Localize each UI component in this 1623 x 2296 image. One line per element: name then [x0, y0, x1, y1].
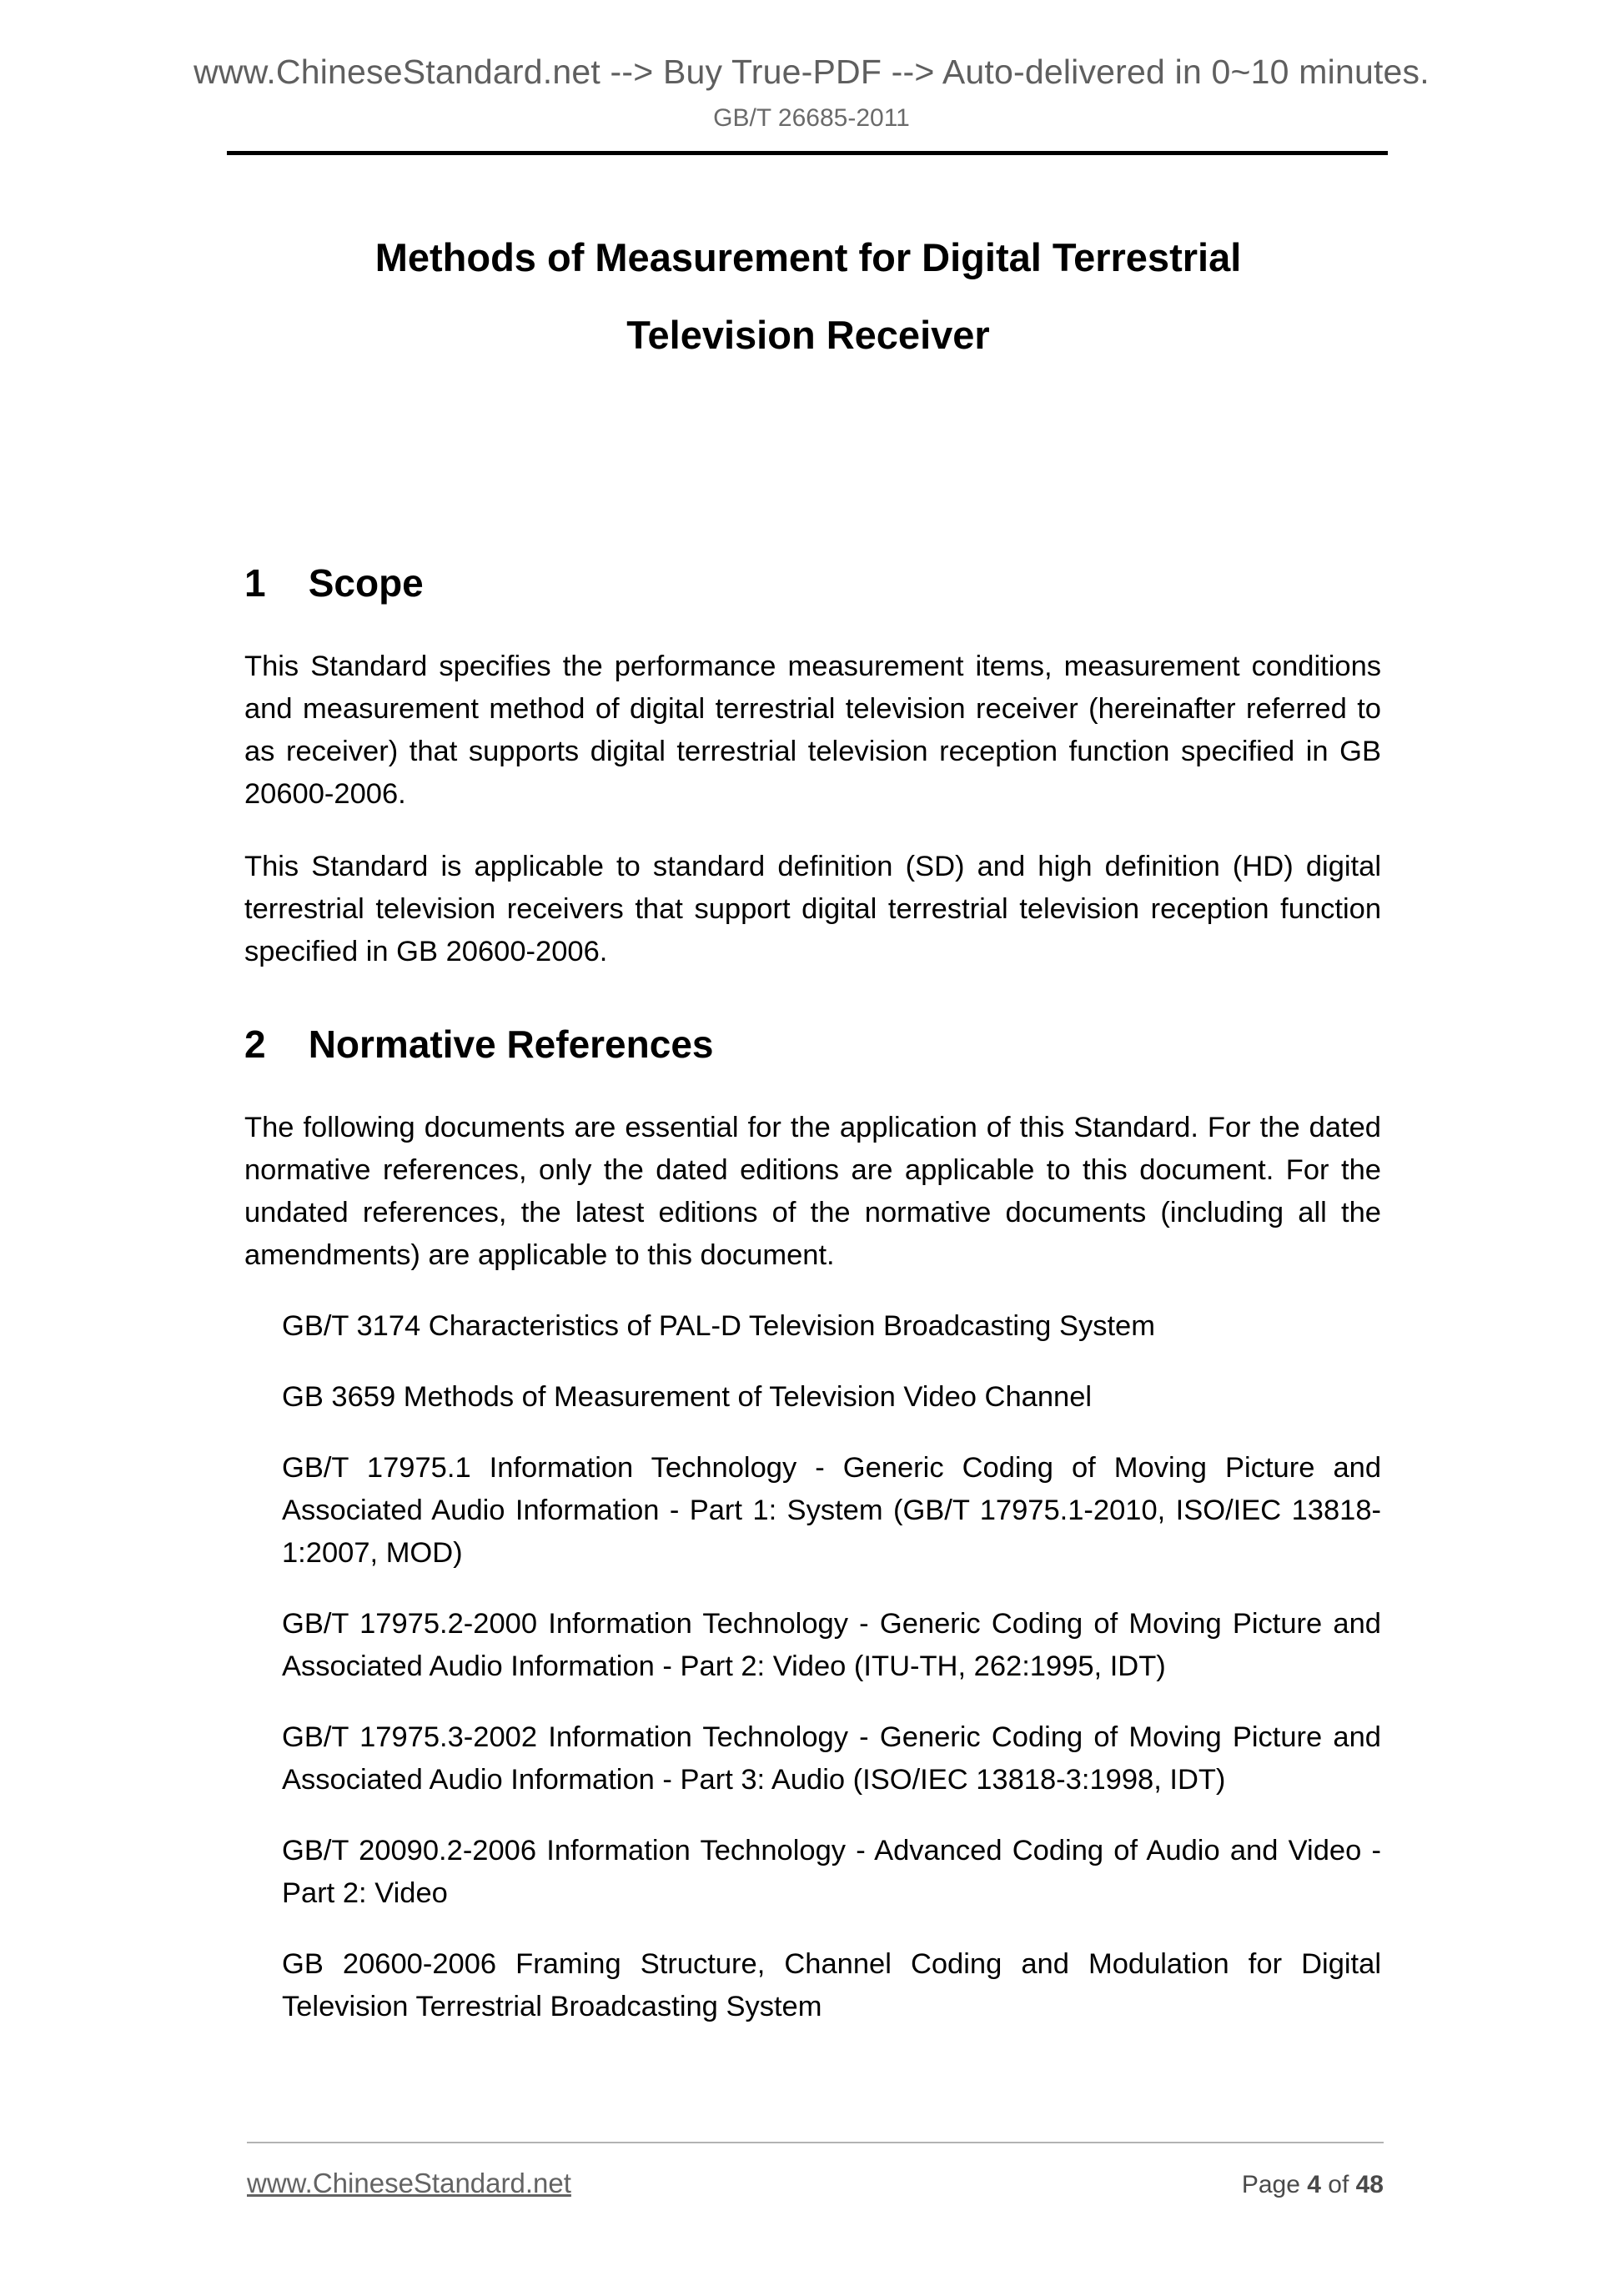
page-number-indicator	[1242, 2170, 1384, 2200]
page-footer	[247, 2167, 1384, 2200]
page-label-prefix: Page	[1241, 2171, 1308, 2198]
standard-number: GB/T 26685-2011	[713, 104, 910, 133]
header-divider	[227, 151, 1388, 155]
spacer	[244, 602, 1381, 646]
page-title	[228, 235, 1389, 357]
spacer	[244, 1915, 1381, 1943]
spacer	[244, 1277, 1381, 1305]
page-total-number: 48	[1355, 2171, 1384, 2198]
scope-paragraph-1: This Standard specifies the performance measurement items, measurement conditions and measurement method of digital terrestrial television receiver (hereinafter referred to as receiver) that supports digital terrestrial television reception function specified in GB 20600-2006.	[244, 651, 1381, 810]
page-current-number: 4	[1307, 2171, 1321, 2198]
section-heading-scope: 1 Scope	[244, 561, 424, 605]
page-header	[0, 52, 1623, 132]
spacer	[244, 1575, 1381, 1603]
reference-list-item: GB/T 3174 Characteristics of PAL-D Television Broadcasting System	[282, 1310, 1155, 1342]
page-label-of: of	[1320, 2171, 1356, 2198]
page-title-line-2: Television Receiver	[626, 313, 990, 357]
footer-website-link[interactable]: www.ChineseStandard.net	[247, 2168, 571, 2198]
spacer	[244, 973, 1381, 1025]
reference-list-item: GB/T 17975.1 Information Technology - Generic Coding of Moving Picture and Associated Audio Information - Part 1: System (GB/T 17975.1-2010, ISO/IEC 13818-1:2007, MOD)	[282, 1452, 1381, 1569]
normative-references-paragraph-1: The following documents are essential for the application of this Standard. For the dated normative references, only the dated editions are applicable to this document. For the undated references, the latest editions of the normative documents (including all the amendments) are applicable to this document.	[244, 1112, 1381, 1271]
spacer	[244, 1419, 1381, 1447]
spacer	[244, 1688, 1381, 1716]
page-title-line-1: Methods of Measurement for Digital Terrestrial	[374, 235, 1242, 279]
scope-paragraph-2: This Standard is applicable to standard definition (SD) and high definition (HD) digital terrestrial television receivers that support digital terrestrial television reception function specified in GB 20600-2006.	[244, 851, 1381, 967]
reference-list-item: GB 20600-2006 Framing Structure, Channel Coding and Modulation for Digital Television Terrestrial Broadcasting System	[282, 1948, 1381, 2022]
spacer	[244, 1801, 1381, 1830]
promo-banner-text: www.ChineseStandard.net --> Buy True-PDF --> Auto-delivered in 0~10 minutes.	[193, 53, 1430, 91]
spacer	[244, 1063, 1381, 1107]
reference-list-item: GB 3659 Methods of Measurement of Television Video Channel	[282, 1381, 1093, 1413]
document-content	[244, 561, 1381, 2028]
spacer	[244, 816, 1381, 846]
reference-list-item: GB/T 20090.2-2006 Information Technology - Advanced Coding of Audio and Video - Part 2: Video	[282, 1835, 1381, 1909]
section-heading-normative-references: 2 Normative References	[244, 1022, 714, 1066]
footer-divider	[247, 2142, 1384, 2143]
reference-list-item: GB/T 17975.2-2000 Information Technology - Generic Coding of Moving Picture and Associated Audio Information - Part 2: Video (ITU-TH, 262:1995, IDT)	[282, 1608, 1381, 1682]
spacer	[244, 1348, 1381, 1376]
reference-list-item: GB/T 17975.3-2002 Information Technology - Generic Coding of Moving Picture and Associated Audio Information - Part 3: Audio (ISO/IEC 13818-3:1998, IDT)	[282, 1721, 1381, 1796]
